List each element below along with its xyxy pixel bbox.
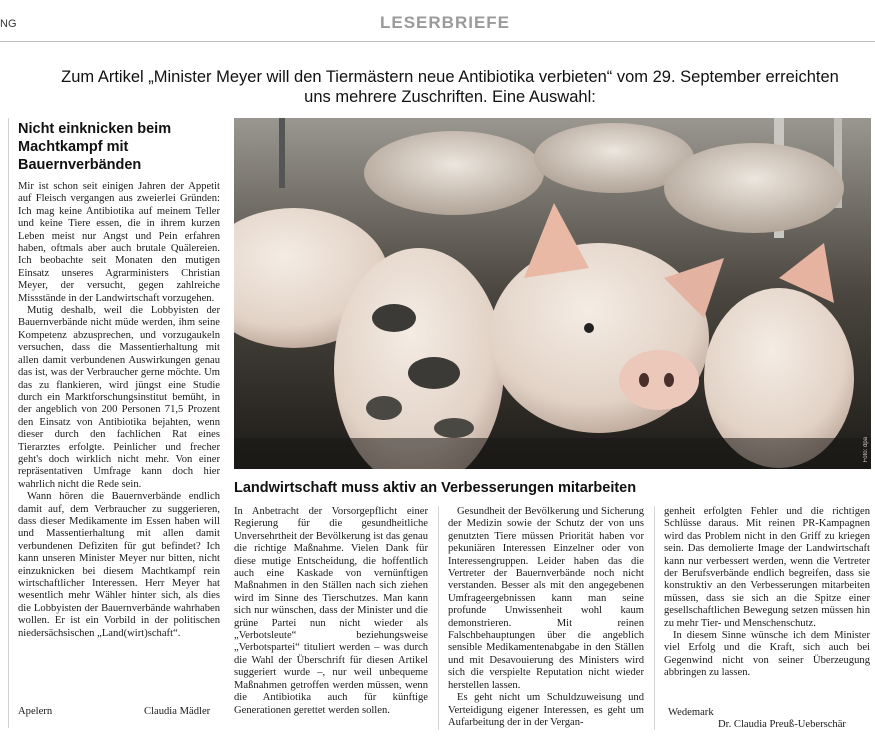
letter2-paragraph: In Anbetracht der Vorsorgepflicht einer Regierung für die gesundheitliche Unversehrtheit der Bevölkerung ist das genau die richtige Maßnahme. Vielen Dank für diese mutige Entscheidung, die hoffentlich auch eine Kaskade von vernünftigen Maßnahmen in den Ställen nach sich ziehen wird im Sinne des Tierschutzes. Man kann sich nur wünschen, dass der Minister und die grüne Partei nun nicht wieder als „Verbotsleute“ beziehungsweise „Verbotspartei“ tituliert werden – was durch die Wahl der Überschrift für diesen Artikel suggeriert wurde –, nur weil unbequeme Maßnahmen getroffen werden müssen, wenn die Antibiotika auch für künftige Generationen gerettet werden sollen.: [234, 506, 428, 716]
letter1-body: [18, 181, 220, 640]
header-divider: [0, 41, 875, 42]
photo-credit: Foto: dpa: [863, 437, 869, 463]
letter1-place: Apelern: [18, 706, 53, 717]
page-header-fragment: NG: [0, 18, 17, 30]
section-title: LESERBRIEFE: [380, 13, 511, 32]
letter2-headline: Landwirtschaft muss aktiv an Verbesserungen mitarbeiten: [234, 480, 637, 496]
letter2-author: Dr. Claudia Preuß-Ueberschär: [718, 719, 846, 730]
letter1-paragraph: Mir ist schon seit einigen Jahren der Appetit auf Fleisch vergangen aus zweierlei Gründen: Ich mag keine Antibiotika auf meinem Teller und keine Tiere essen, die in ihrem kurzen Leben meist nur Angst und Pein erfahren haben, oftmals aber auch brutale Quälereien. Ich beobachte seit Monaten den mutigen Einsatz unseres Agrarministers Christian Meyer, der versucht, gegen zahlreiche Missstände in der Landwirtschaft vorzugehen.: [18, 181, 220, 304]
letter2-place: Wedemark: [668, 707, 714, 718]
letter1-paragraph: Mutig deshalb, weil die Lobbyisten der Bauernverbände nicht müde werden, ihm seine Kompetenz abzusprechen, und vorzugaukeln versuchen, dass die Massentierhaltung mit allen damit verbundenen Auswirkungen genau das ist, was der Verbraucher gerne möchte. Um das zu flankieren, wird jüngst eine Studie durch ein Marktforschungsinstitut bemüht, in der angeblich von 200 Personen 71,5 Prozent den Einsatz von Antibiotika bejahten, wenn dieser durch den fachlichen Rat eines Tierarztes erfolgte. Peinlicher und frecher geht's doch wirklich nicht mehr. Von einer repräsentativen Umfrage kann doch hier wahrlich nicht die Rede sein.: [18, 305, 220, 490]
letter2-paragraph: Gesundheit der Bevölkerung und Sicherung der Medizin sowie der Schutz der von uns genutzten Tiere müssen Priorität haben vor pekuniären Interessen Einzelner oder von Interessengruppen. Leider haben das die Vertreter der Bauernverbände noch nicht verstanden. Besser als mit den angegebenen Umfrageergebnissen kann man seine profunde Unwissenheit wohl kaum demonstrieren. Mit reinen Falschbehauptungen über die angeblich sensible Medikamentenabgabe in den Ställen und mit Desavouierung des Ministers wird sich die verspielte Reputation nicht wieder herstellen lassen.: [448, 506, 644, 691]
letter2-paragraph: genheit erfolgten Fehler und die richtigen Schlüsse daraus. Mit reinen PR-Kampagnen wird das Problem nicht in den Griff zu kriegen sein. Das demolierte Image der Landwirtschaft kann nur verbessert werden, wenn die Vertreter der Berufsverbände endlich begreifen, dass sie konstruktiv an den Verbesserungen mitarbeiten müssen, dass sie sich an die Spitze einer gesellschaftlichen Bewegung setzen müssen hin zu mehr Tier- und Menschenschutz.: [664, 506, 870, 629]
letter1-author: Claudia Mädler: [144, 706, 211, 717]
intro-text: Zum Artikel „Minister Meyer will den Tiermästern neue Antibiotika verbieten“ vom 29. September erreichten uns mehrere Zuschriften. Eine Auswahl:: [61, 68, 839, 106]
letter2-column-2: [448, 506, 644, 729]
letter2-column-3: [664, 506, 870, 680]
letter2-paragraph: Es geht nicht um Schuldzuweisung und Verteidigung eigener Interessen, es geht um Aufarbeitung der in der Vergan-: [448, 692, 644, 728]
left-column-rule: [8, 118, 9, 728]
column-divider: [438, 506, 439, 730]
letter2-paragraph: In diesem Sinne wünsche ich dem Minister viel Erfolg und die Kraft, sich auch bei Gegenwind nicht von seiner Überzeugung abbringen zu lassen.: [664, 630, 870, 679]
letter1-headline: Nicht einknicken beim Machtkampf mit Bauernverbänden: [18, 121, 172, 173]
letter2-column-1: [234, 506, 428, 717]
pigs-photo: [234, 118, 871, 469]
column-divider: [654, 506, 655, 730]
letter1-paragraph: Wann hören die Bauernverbände endlich damit auf, dem Verbraucher zu suggerieren, dass dieser Medikamente im Essen haben will und Massentierhaltung mit allen damit verbundenen Defiziten für gut befindet? Ich kann unseren Minister Meyer nur bitten, nicht einzuknicken bei diesem Machtkampf rein wirtschaftlicher Interessen. Herr Meyer hat wesentlich mehr Wähler hinter sich, als dies die Lobbyisten der Bauernverbände wahrhaben wollen. Er ist ein Vorbild in der politischen niedersächsischen „Land(wirt)schaft“.: [18, 491, 220, 639]
pigs-illustration: [234, 118, 871, 469]
